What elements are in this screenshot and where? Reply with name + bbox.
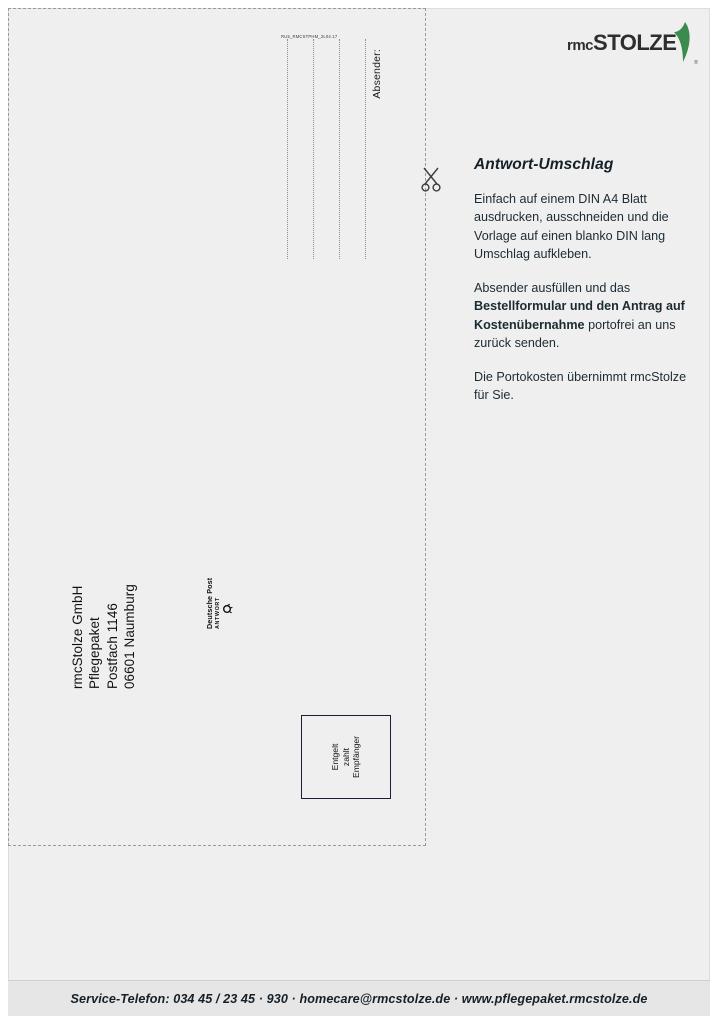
address-line: Postfach 1146	[104, 603, 120, 689]
instructions-p2-bold: Bestellformular und den Antrag auf Kostenübernahme	[474, 299, 685, 332]
post-company-name: Deutsche Post	[205, 577, 214, 629]
instructions-p2-part2: portofrei an uns zurück senden.	[474, 317, 676, 350]
instructions-paragraph-2	[474, 279, 692, 352]
address-line: rmcStolze GmbH	[70, 585, 85, 689]
recipient-address	[69, 529, 219, 689]
sender-label: Absender:	[371, 49, 383, 99]
envelope-template	[8, 8, 426, 846]
postage-line: zahlt	[340, 747, 351, 767]
rmcstolze-logo	[567, 22, 698, 66]
instructions-paragraph-3: Die Portokosten übernimmt rmcStolze für Sie.	[474, 370, 687, 403]
footer-contact-text: Service-Telefon: 034 45 / 23 45 · 930 · homecare@rmcstolze.de · www.pflegepaket.rmcstolze.de	[70, 991, 648, 1006]
post-horn-icon	[221, 603, 233, 615]
postage-paid-box	[301, 715, 391, 799]
deutsche-post-marking	[205, 529, 245, 639]
logo-prefix: rmc	[567, 37, 594, 54]
template-code: RU5_RMCSTPHM_2L04.17	[281, 34, 338, 39]
registered-mark: ®	[693, 60, 698, 66]
post-service-name: ANTWORT	[215, 597, 221, 629]
footer-bar	[8, 980, 710, 1016]
postage-line: Entgelt	[329, 743, 340, 771]
instructions-title: Antwort-Umschlag	[474, 156, 614, 173]
sender-lines	[287, 39, 367, 259]
leaf-icon	[671, 20, 693, 64]
postage-line: Empfänger	[351, 735, 362, 779]
logo-wordmark	[567, 30, 676, 56]
instructions-block	[474, 156, 692, 421]
instructions-paragraph-1: Einfach auf einem DIN A4 Blatt ausdrucken, ausschneiden und die Vorlage auf einen blanko DIN lang Umschlag aufkleben.	[474, 192, 669, 261]
address-line: 06601 Naumburg	[122, 584, 138, 689]
address-line: Pflegepaket	[87, 617, 103, 689]
logo-name: STOLZE	[593, 30, 677, 55]
scissors-icon	[420, 165, 444, 193]
instructions-p2-part1: Absender ausfüllen und das	[474, 281, 631, 295]
